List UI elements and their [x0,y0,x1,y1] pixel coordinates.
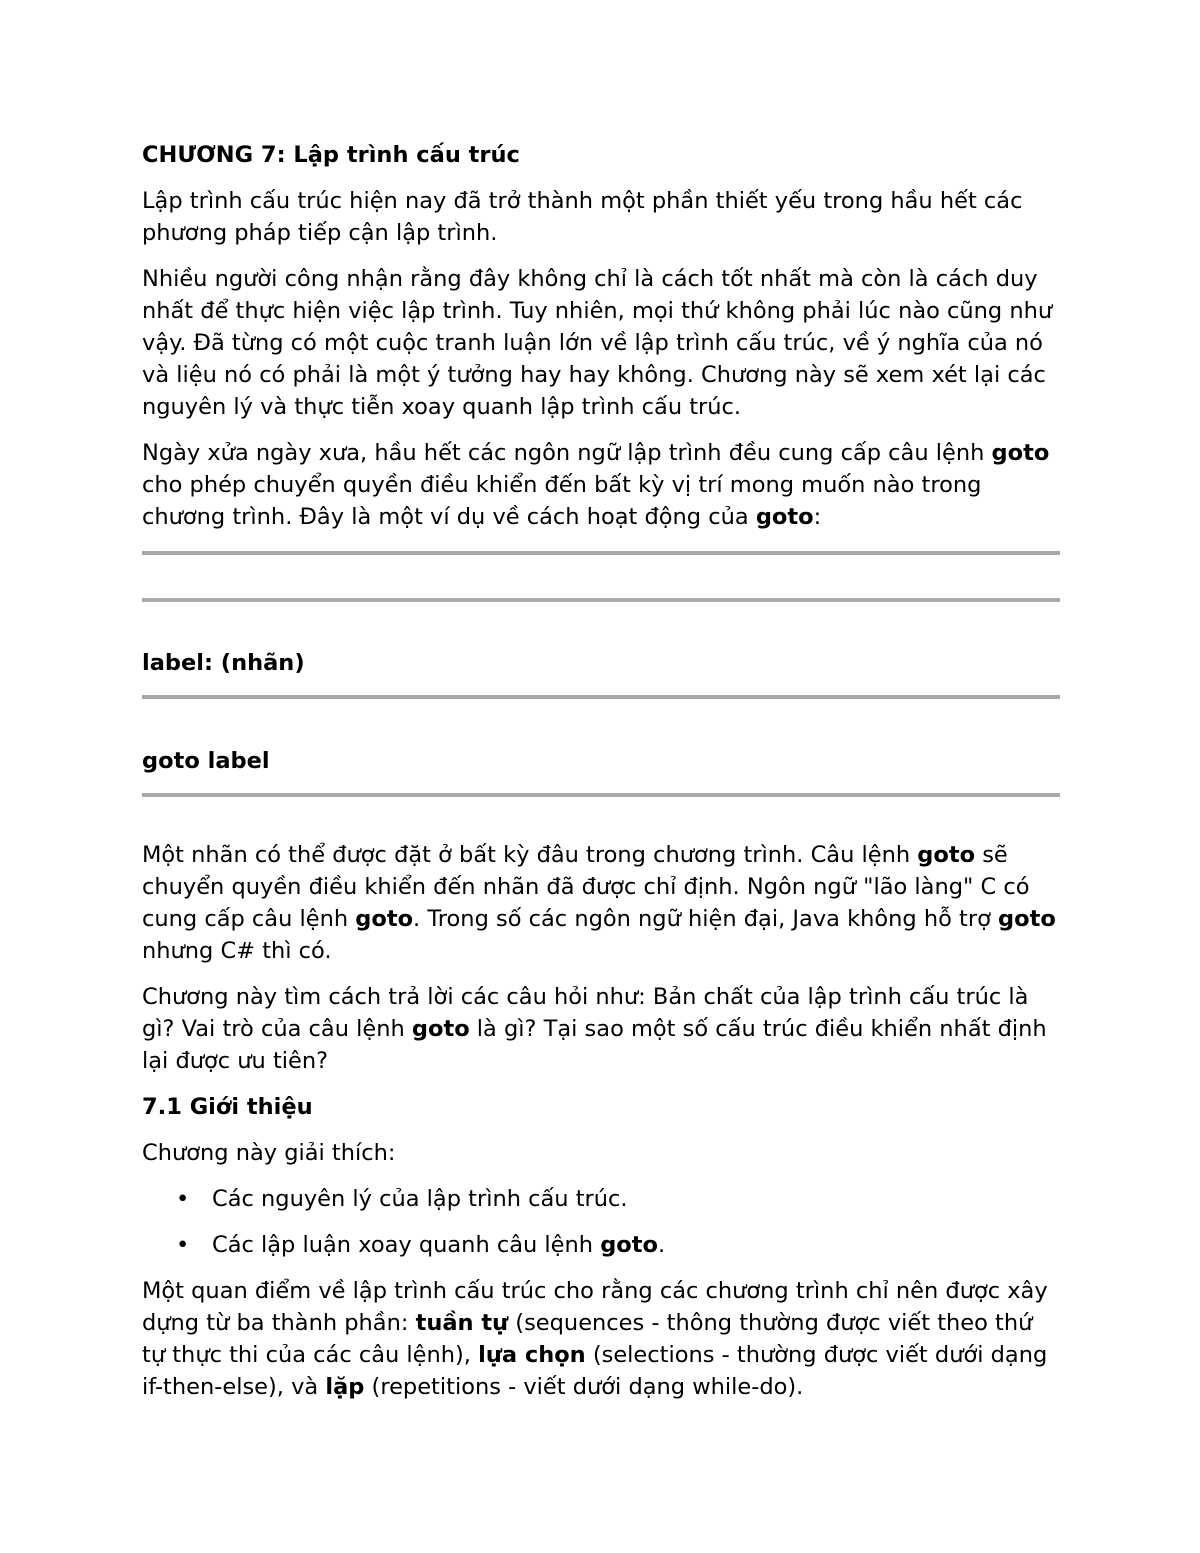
list-item [142,1183,1060,1215]
text-run: (selections - thường được viết dưới dạng if-then-else), và [142,1342,1048,1400]
bullet-list [142,1183,1060,1261]
text-run: : [813,504,822,530]
keyword-goto: goto [917,842,976,868]
paragraph-three-components [142,1275,1060,1403]
text-run: . Trong số các ngôn ngữ hiện đại, Java không hỗ trợ [413,906,998,932]
text-run: Một nhãn có thể được đặt ở bất kỳ đâu trong chương trình. Câu lệnh [142,842,918,868]
text-run: . [657,1232,666,1258]
bullet-icon: • [176,1232,190,1258]
keyword-goto: goto [355,906,414,932]
paragraph-debate: Nhiều người công nhận rằng đây không chỉ là cách tốt nhất mà còn là cách duy nhất để thực hiện việc lập trình. Tuy nhiên, mọi thứ không phải lúc nào cũng như vậy. Đã từng có một cuộc tranh luận lớn về lập trình cấu trúc, về ý nghĩa của nó và liệu nó có phải là một ý tưởng hay hay không. Chương này sẽ xem xét lại các nguyên lý và thực tiễn xoay quanh lập trình cấu trúc. [142,266,1053,420]
paragraph-explains: Chương này giải thích: [142,1140,396,1166]
text-run: Một quan điểm về lập trình cấu trúc cho rằng các chương trình chỉ nên được xây dựng từ ba thành phần: [142,1278,1048,1336]
text-run: nhưng C# thì có. [142,938,332,964]
text-run: Chương này tìm cách trả lời các câu hỏi như: Bản chất của lập trình cấu trúc là gì? Vai trò của câu lệnh [142,984,1029,1042]
text-run: (sequences - thông thường được viết theo thứ tự thực thi của các câu lệnh), [142,1310,1033,1368]
list-item [142,1229,1060,1261]
paragraph-questions [142,981,1060,1077]
keyword-goto: goto [600,1232,658,1258]
text-run: sẽ chuyển quyền điều khiển đến nhãn đã được chỉ định. Ngôn ngữ "lão làng" C có cung cấp câu lệnh [142,842,1030,932]
keyword-goto: goto [411,1016,470,1042]
text-run: cho phép chuyển quyền điều khiển đến bất kỳ vị trí mong muốn nào trong chương trình. Đây là một ví dụ về cách hoạt động của [142,472,982,530]
paragraph-label-explanation [142,839,1060,967]
list-item-text: Các nguyên lý của lập trình cấu trúc. [212,1186,628,1212]
text-run: Ngày xửa ngày xưa, hầu hết các ngôn ngữ lập trình đều cung cấp câu lệnh [142,440,992,466]
code-line-label: label: (nhãn) [142,650,305,676]
term-repetition: lặp [325,1374,365,1400]
code-line-goto: goto label [142,748,270,774]
paragraph-intro: Lập trình cấu trúc hiện nay đã trở thành một phần thiết yếu trong hầu hết các phương pháp tiếp cận lập trình. [142,188,1023,246]
paragraph-goto-history [142,437,1060,533]
section-heading: 7.1 Giới thiệu [142,1094,313,1120]
term-sequence: tuần tự [415,1310,509,1336]
bullet-icon: • [176,1186,190,1212]
code-example [142,551,1060,839]
keyword-goto: goto [991,440,1050,466]
text-run: là gì? Tại sao một số cấu trúc điều khiển nhất định lại được ưu tiên? [142,1016,1047,1074]
keyword-goto: goto [998,906,1056,932]
document-page [142,139,1060,1417]
text-run: Các lập luận xoay quanh câu lệnh [212,1232,601,1258]
keyword-goto: goto [755,504,814,530]
term-selection: lựa chọn [478,1342,586,1368]
text-run: (repetitions - viết dưới dạng while-do). [364,1374,804,1400]
chapter-title: CHƯƠNG 7: Lập trình cấu trúc [142,142,520,168]
